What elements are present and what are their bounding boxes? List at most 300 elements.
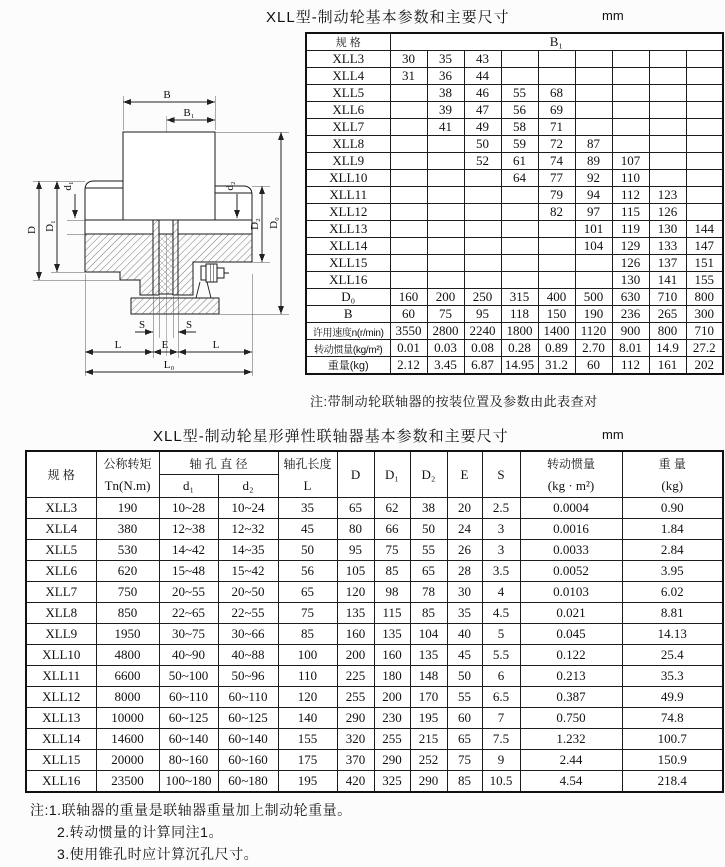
table-cell	[464, 170, 501, 187]
table-cell: 60	[575, 357, 612, 375]
table-row	[26, 603, 723, 624]
table-cell: 195	[410, 708, 447, 729]
table-cell: 190	[575, 306, 612, 323]
row-label: XLL11	[306, 187, 390, 204]
table-cell: 0.387	[520, 687, 622, 708]
dim-label-D0: D₀	[268, 217, 280, 229]
row-label: XLL4	[306, 68, 390, 85]
table-cell: 60~140	[218, 729, 278, 750]
table2-title: XLL型-制动轮星形弹性联轴器基本参数和主要尺寸	[153, 428, 509, 445]
table-cell: 2800	[427, 323, 464, 340]
table-row	[306, 153, 723, 170]
table-cell: 0.0033	[520, 540, 622, 561]
table-cell: 0.0004	[520, 498, 622, 519]
table1-title: XLL型-制动轮基本参数和主要尺寸	[266, 9, 510, 26]
table-cell: 79	[538, 187, 575, 204]
table1-unit-label: mm	[602, 8, 624, 23]
table-cell: 230	[374, 708, 410, 729]
row-label: XLL8	[306, 136, 390, 153]
table-cell: 38	[410, 498, 447, 519]
table-cell: 4800	[96, 645, 159, 666]
table-cell: 137	[649, 255, 686, 272]
table-cell	[427, 221, 464, 238]
table-cell	[427, 255, 464, 272]
table-cell: 89	[575, 153, 612, 170]
table-cell	[649, 119, 686, 136]
table-cell	[464, 272, 501, 289]
table-cell	[686, 51, 723, 68]
table-cell: 56	[278, 561, 337, 582]
dim-label-B1: B₁	[183, 107, 195, 119]
table-cell	[427, 187, 464, 204]
table-cell: 14.9	[649, 340, 686, 357]
table-cell: 10~24	[218, 498, 278, 519]
dim-label-d1: d₁	[62, 181, 74, 191]
table-row	[306, 289, 723, 306]
table-cell: 110	[612, 170, 649, 187]
table-cell: 4.5	[482, 603, 520, 624]
table-cell: 64	[501, 170, 538, 187]
table-cell: 95	[464, 306, 501, 323]
table-cell: 23500	[96, 771, 159, 793]
table-cell: 101	[575, 221, 612, 238]
table-cell: 0.021	[520, 603, 622, 624]
table-cell: 710	[686, 323, 723, 340]
table-cell: 56	[501, 102, 538, 119]
table-row	[306, 204, 723, 221]
table-cell: 47	[464, 102, 501, 119]
table-cell: 0.045	[520, 624, 622, 645]
table-row	[306, 170, 723, 187]
brake-wheel-outline	[123, 132, 215, 220]
col-d1: d₁	[159, 475, 218, 498]
table-row	[26, 666, 723, 687]
table-cell	[649, 153, 686, 170]
table-row	[306, 255, 723, 272]
table-cell: 14.95	[501, 357, 538, 375]
row-label: XLL7	[306, 119, 390, 136]
dim-label-S-right: S	[185, 319, 193, 331]
table-cell: 250	[464, 289, 501, 306]
elastic-element	[159, 234, 173, 294]
table-cell	[390, 272, 427, 289]
col-bore-length	[278, 451, 337, 498]
table-cell: 15~48	[159, 561, 218, 582]
table-cell: 620	[96, 561, 159, 582]
table-cell: 60~140	[159, 729, 218, 750]
table-cell: 4.54	[520, 771, 622, 793]
table-cell: 300	[686, 306, 723, 323]
row-label: XLL12	[26, 687, 96, 708]
coupling-section-drawing	[15, 80, 305, 410]
table-cell	[686, 68, 723, 85]
table-row	[26, 771, 723, 793]
table-cell: 3550	[390, 323, 427, 340]
table-cell: 60	[390, 306, 427, 323]
table-row	[306, 238, 723, 255]
table-cell: 141	[649, 272, 686, 289]
table-cell: 151	[686, 255, 723, 272]
row-label: XLL4	[26, 519, 96, 540]
table-cell: 0.122	[520, 645, 622, 666]
table-cell: 2.44	[520, 750, 622, 771]
torque-label: 公称转矩	[103, 456, 152, 471]
table-cell: 40~90	[159, 645, 218, 666]
table-cell: 8000	[96, 687, 159, 708]
row-label: XLL9	[26, 624, 96, 645]
table-cell	[538, 272, 575, 289]
inertia-label: 转动惯量	[547, 456, 596, 471]
table-row	[306, 272, 723, 289]
table-cell	[575, 102, 612, 119]
table-cell	[390, 187, 427, 204]
table-cell: 12~38	[159, 519, 218, 540]
col-weight	[622, 451, 723, 498]
table-cell	[501, 187, 538, 204]
table-cell: 3	[482, 540, 520, 561]
table-cell: 200	[337, 645, 374, 666]
table-cell: 2240	[464, 323, 501, 340]
table-cell: 160	[374, 645, 410, 666]
table-cell: 100	[278, 645, 337, 666]
table-cell: 105	[337, 561, 374, 582]
table-cell	[464, 238, 501, 255]
table-cell	[390, 85, 427, 102]
dim-label-L-left: L	[114, 339, 122, 351]
table-cell	[612, 68, 649, 85]
table-cell	[686, 204, 723, 221]
row-label: XLL14	[306, 238, 390, 255]
table-cell: 150.9	[622, 750, 723, 771]
table-cell: 36	[427, 68, 464, 85]
table-cell: 225	[337, 666, 374, 687]
table-cell: 215	[410, 729, 447, 750]
table-cell: 98	[374, 582, 410, 603]
table-cell: 77	[538, 170, 575, 187]
col-D1: D₁	[374, 451, 410, 498]
table-cell	[649, 136, 686, 153]
dim-label-L-right: L	[212, 339, 220, 351]
table-row	[26, 750, 723, 771]
table-cell: 39	[427, 102, 464, 119]
table-cell: 30~75	[159, 624, 218, 645]
table-cell: 60~110	[159, 687, 218, 708]
table1-b1-header: B₁	[390, 33, 723, 51]
table-cell	[538, 255, 575, 272]
table-cell	[686, 102, 723, 119]
row-label: XLL13	[306, 221, 390, 238]
table-cell: 2.5	[482, 498, 520, 519]
table-cell	[427, 136, 464, 153]
table-cell: 107	[612, 153, 649, 170]
table-cell: 50	[464, 136, 501, 153]
table-cell: 175	[278, 750, 337, 771]
table-cell: 112	[612, 357, 649, 375]
table-cell: 68	[538, 85, 575, 102]
table-cell: 530	[96, 540, 159, 561]
table-cell: 0.28	[501, 340, 538, 357]
table-cell: 500	[575, 289, 612, 306]
table-cell: 40~88	[218, 645, 278, 666]
table-cell: 1800	[501, 323, 538, 340]
table-cell	[612, 51, 649, 68]
table-cell: 202	[686, 357, 723, 375]
bore-length-symbol: L	[303, 477, 312, 493]
table-cell	[427, 153, 464, 170]
dim-label-d2: d₂	[224, 181, 236, 191]
table-cell: 58	[501, 119, 538, 136]
table-cell: 65	[278, 582, 337, 603]
row-label: XLL15	[26, 750, 96, 771]
table-cell: 115	[374, 603, 410, 624]
table-cell	[501, 238, 538, 255]
torque-symbol: Tn(N.m)	[104, 477, 151, 493]
table-row	[26, 519, 723, 540]
table-cell	[501, 255, 538, 272]
table-cell: 236	[612, 306, 649, 323]
row-label: 转动惯量(kg/m²)	[306, 340, 390, 357]
table-cell: 135	[410, 645, 447, 666]
table-cell: 44	[464, 68, 501, 85]
table-cell: 4	[482, 582, 520, 603]
table1-note: 注:带制动轮联轴器的按装位置及参数由此表查对	[310, 394, 598, 409]
col-S: S	[482, 451, 520, 498]
table-cell	[390, 170, 427, 187]
table-cell: 630	[612, 289, 649, 306]
table-cell: 60	[447, 708, 482, 729]
table-cell: 1.84	[622, 519, 723, 540]
table-cell: 49	[464, 119, 501, 136]
row-label: XLL15	[306, 255, 390, 272]
table-cell: 30~66	[218, 624, 278, 645]
table-cell	[575, 85, 612, 102]
row-label: XLL3	[26, 498, 96, 519]
dim-label-E: E	[161, 339, 169, 351]
table-cell: 22~55	[218, 603, 278, 624]
table-cell: 35	[427, 51, 464, 68]
table-cell: 5.5	[482, 645, 520, 666]
table-cell: 38	[427, 85, 464, 102]
table-cell: 126	[649, 204, 686, 221]
table-cell: 85	[447, 771, 482, 793]
table-cell: 50~100	[159, 666, 218, 687]
table-cell: 14600	[96, 729, 159, 750]
table-cell: 161	[649, 357, 686, 375]
shaft-bores	[85, 220, 252, 234]
table-cell: 7.5	[482, 729, 520, 750]
table-row	[26, 540, 723, 561]
table-cell	[538, 68, 575, 85]
table-cell: 120	[278, 687, 337, 708]
table-cell: 24	[447, 519, 482, 540]
table-cell: 2.84	[622, 540, 723, 561]
table-cell: 255	[374, 729, 410, 750]
table-cell: 8.81	[622, 603, 723, 624]
table-cell	[464, 187, 501, 204]
table-cell: 74	[538, 153, 575, 170]
table-cell: 80	[337, 519, 374, 540]
dim-label-D: D	[26, 226, 38, 234]
table-cell: 95	[337, 540, 374, 561]
table-cell: 1120	[575, 323, 612, 340]
table-cell: 2.70	[575, 340, 612, 357]
table-row	[26, 624, 723, 645]
table-row	[306, 187, 723, 204]
table-cell	[390, 238, 427, 255]
col-inertia	[520, 451, 622, 498]
table-row	[306, 357, 723, 375]
table-cell: 20~55	[159, 582, 218, 603]
table-cell	[575, 272, 612, 289]
table-cell: 45	[278, 519, 337, 540]
table-cell: 320	[337, 729, 374, 750]
table-cell: 25.4	[622, 645, 723, 666]
table-cell: 180	[374, 666, 410, 687]
table-cell: 2.12	[390, 357, 427, 375]
table-cell: 290	[337, 708, 374, 729]
table-cell	[649, 85, 686, 102]
table-cell: 6600	[96, 666, 159, 687]
table-cell: 200	[374, 687, 410, 708]
table-cell: 31.2	[538, 357, 575, 375]
inertia-unit: (kg · m²)	[547, 477, 595, 493]
table-cell: 130	[612, 272, 649, 289]
row-label: XLL10	[26, 645, 96, 666]
table-cell: 315	[501, 289, 538, 306]
table-cell: 60~180	[218, 771, 278, 793]
table-cell: 20~50	[218, 582, 278, 603]
table1-spec-header: 规 格	[306, 33, 390, 51]
table-cell: 252	[410, 750, 447, 771]
table-row	[26, 645, 723, 666]
table-cell	[575, 51, 612, 68]
table-row	[306, 119, 723, 136]
table-cell: 26	[447, 540, 482, 561]
table-cell: 123	[649, 187, 686, 204]
table-cell: 87	[575, 136, 612, 153]
table-cell: 0.08	[464, 340, 501, 357]
table-cell: 41	[427, 119, 464, 136]
table-cell: 12~32	[218, 519, 278, 540]
table-cell	[427, 170, 464, 187]
table-cell	[649, 51, 686, 68]
table-cell: 30	[390, 51, 427, 68]
table-row	[306, 340, 723, 357]
table-cell: 147	[686, 238, 723, 255]
bore-length-label: 轴孔长度	[283, 456, 332, 471]
table-cell: 325	[374, 771, 410, 793]
table-cell: 65	[410, 561, 447, 582]
table-row	[26, 729, 723, 750]
table-cell	[686, 85, 723, 102]
table-cell	[649, 170, 686, 187]
table2-unit-label: mm	[602, 427, 624, 442]
table-cell: 55	[501, 85, 538, 102]
table-cell: 9	[482, 750, 520, 771]
table-cell	[649, 102, 686, 119]
table-cell: 150	[538, 306, 575, 323]
table-cell	[612, 102, 649, 119]
table-cell: 380	[96, 519, 159, 540]
table-cell: 200	[427, 289, 464, 306]
table-cell: 850	[96, 603, 159, 624]
table-cell: 900	[612, 323, 649, 340]
col-D: D	[337, 451, 374, 498]
table-cell: 80~160	[159, 750, 218, 771]
table-cell	[390, 255, 427, 272]
table-cell: 0.01	[390, 340, 427, 357]
table-row	[26, 687, 723, 708]
row-label: XLL13	[26, 708, 96, 729]
table-cell: 133	[649, 238, 686, 255]
table-cell: 118	[501, 306, 538, 323]
table-cell: 75	[278, 603, 337, 624]
table-cell: 49.9	[622, 687, 723, 708]
table-cell: 65	[337, 498, 374, 519]
table-cell: 20000	[96, 750, 159, 771]
table-cell	[575, 68, 612, 85]
table-cell	[390, 136, 427, 153]
table-cell: 72	[538, 136, 575, 153]
table-cell: 115	[612, 204, 649, 221]
table-cell: 160	[337, 624, 374, 645]
footnote-1: 注:1.联轴器的重量是联轴器重量加上制动轮重量。	[30, 802, 352, 818]
table-cell	[575, 255, 612, 272]
table-cell: 0.89	[538, 340, 575, 357]
col-E: E	[447, 451, 482, 498]
table-cell: 0.03	[427, 340, 464, 357]
table-cell: 370	[337, 750, 374, 771]
table-cell: 30	[447, 582, 482, 603]
row-label: XLL6	[306, 102, 390, 119]
table-cell	[612, 119, 649, 136]
table-cell	[538, 221, 575, 238]
table-cell	[427, 238, 464, 255]
table-cell: 130	[649, 221, 686, 238]
table-cell: 60~110	[218, 687, 278, 708]
row-label: XLL3	[306, 51, 390, 68]
table-cell: 97	[575, 204, 612, 221]
table-cell: 50	[447, 666, 482, 687]
table-cell: 92	[575, 170, 612, 187]
col-D2: D₂	[410, 451, 447, 498]
table-cell: 8.01	[612, 340, 649, 357]
table-cell: 120	[337, 582, 374, 603]
table-cell: 40	[447, 624, 482, 645]
table-cell: 14~42	[159, 540, 218, 561]
table-cell	[390, 221, 427, 238]
table-cell: 74.8	[622, 708, 723, 729]
table-cell	[427, 272, 464, 289]
col-torque	[96, 451, 159, 498]
table-row	[26, 708, 723, 729]
table-cell: 85	[278, 624, 337, 645]
table-cell: 35.3	[622, 666, 723, 687]
dim-label-D1: D₁	[44, 220, 56, 232]
table-cell	[575, 119, 612, 136]
table-cell: 55	[410, 540, 447, 561]
table-cell: 195	[278, 771, 337, 793]
table-cell: 14.13	[622, 624, 723, 645]
table-cell: 190	[96, 498, 159, 519]
table-cell: 27.2	[686, 340, 723, 357]
table-cell: 35	[278, 498, 337, 519]
table-cell: 35	[447, 603, 482, 624]
table-cell: 155	[278, 729, 337, 750]
table-cell: 66	[374, 519, 410, 540]
table-cell	[686, 187, 723, 204]
table-cell: 1950	[96, 624, 159, 645]
